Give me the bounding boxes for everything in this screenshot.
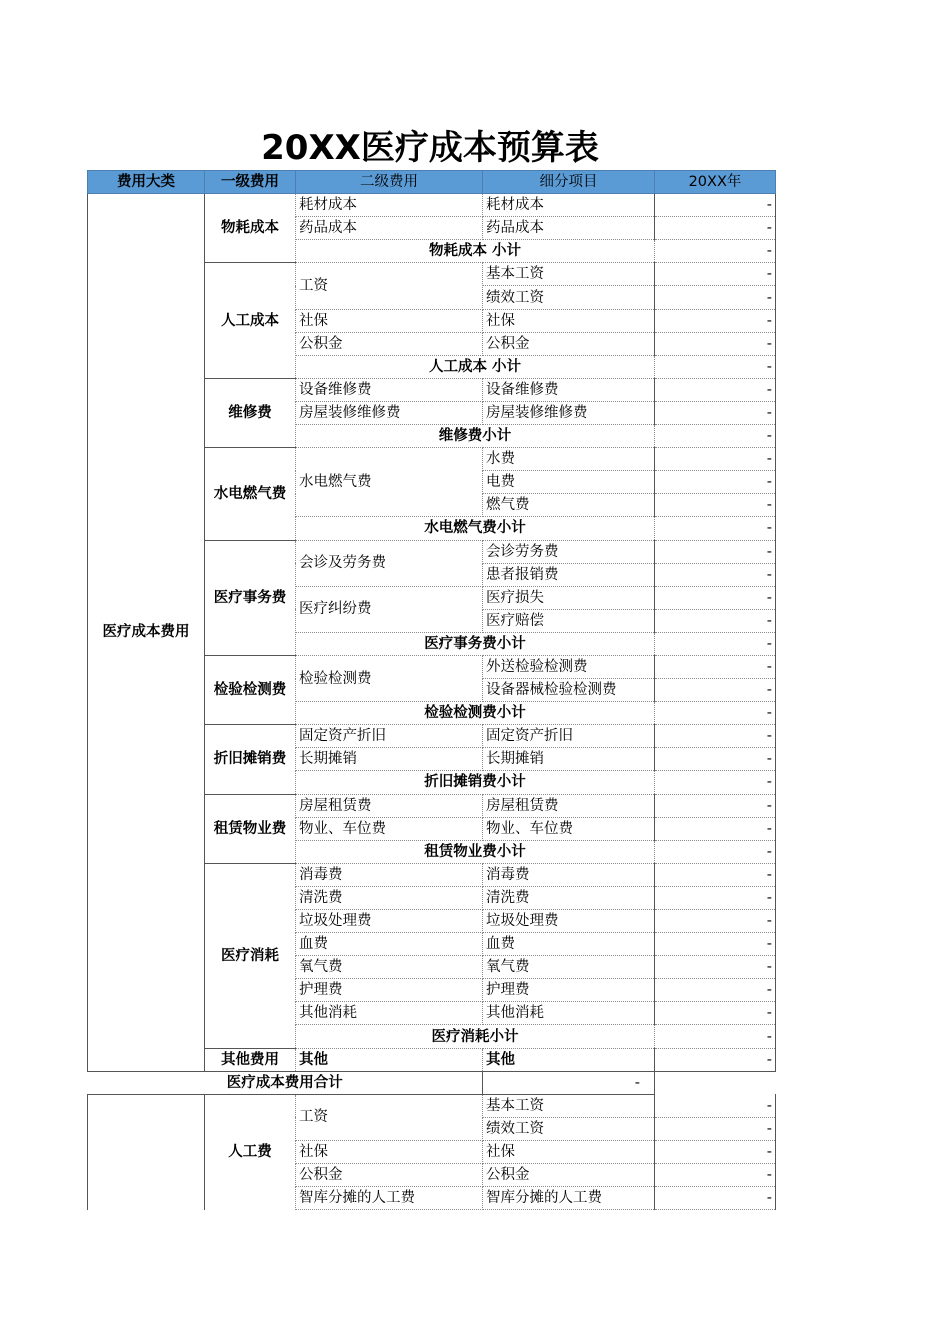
grand-total-label: 医疗成本费用合计 [88, 1071, 483, 1094]
item-cell: 房屋租赁费 [483, 794, 655, 817]
item-cell: 其他 [483, 1048, 655, 1071]
item-cell: 患者报销费 [483, 563, 655, 586]
value-cell[interactable]: - [655, 263, 776, 286]
level1-cell: 人工成本 [205, 263, 296, 378]
value-cell[interactable]: - [655, 586, 776, 609]
header-level2: 二级费用 [296, 171, 483, 194]
value-cell[interactable]: - [655, 886, 776, 909]
value-cell[interactable]: - [655, 748, 776, 771]
level1-cell: 水电燃气费 [205, 448, 296, 540]
value-cell[interactable]: - [655, 979, 776, 1002]
level1-cell: 人工费 [205, 1094, 296, 1209]
level2-cell: 长期摊销 [296, 748, 483, 771]
level2-cell: 工资 [296, 263, 483, 309]
level2-cell: 血费 [296, 933, 483, 956]
item-cell: 消毒费 [483, 863, 655, 886]
level2-cell: 社保 [296, 1140, 483, 1163]
level1-cell: 检验检测费 [205, 655, 296, 724]
value-cell[interactable]: - [655, 1094, 776, 1117]
value-cell[interactable]: - [655, 425, 776, 448]
level1-cell: 维修费 [205, 378, 296, 447]
value-cell[interactable]: - [655, 863, 776, 886]
level2-cell: 检验检测费 [296, 655, 483, 701]
value-cell[interactable]: - [655, 286, 776, 309]
level1-cell: 医疗消耗 [205, 863, 296, 1048]
level1-cell: 医疗事务费 [205, 540, 296, 655]
value-cell[interactable]: - [655, 1187, 776, 1210]
value-cell[interactable]: - [655, 794, 776, 817]
value-cell[interactable]: - [655, 448, 776, 471]
value-cell[interactable]: - [655, 1117, 776, 1140]
item-cell: 绩效工资 [483, 286, 655, 309]
value-cell[interactable]: - [655, 401, 776, 424]
item-cell: 医疗损失 [483, 586, 655, 609]
level2-cell: 社保 [296, 309, 483, 332]
level2-cell: 工资 [296, 1094, 483, 1140]
value-cell[interactable]: - [655, 494, 776, 517]
item-cell: 基本工资 [483, 1094, 655, 1117]
item-cell: 燃气费 [483, 494, 655, 517]
item-cell: 血费 [483, 933, 655, 956]
subtotal-label: 折旧摊销费小计 [296, 771, 655, 794]
item-cell: 基本工资 [483, 263, 655, 286]
subtotal-label: 租赁物业费小计 [296, 840, 655, 863]
header-level1: 一级费用 [205, 171, 296, 194]
category-cell: 医疗成本费用 [88, 194, 205, 1072]
level2-cell: 智库分摊的人工费 [296, 1187, 483, 1210]
item-cell: 医疗赔偿 [483, 609, 655, 632]
table-row [88, 1094, 776, 1117]
value-cell[interactable]: - [655, 609, 776, 632]
value-cell[interactable]: - [655, 517, 776, 540]
table-row [88, 194, 776, 217]
item-cell: 水费 [483, 448, 655, 471]
subtotal-label: 医疗事务费小计 [296, 632, 655, 655]
subtotal-label: 检验检测费小计 [296, 702, 655, 725]
item-cell: 长期摊销 [483, 748, 655, 771]
level2-cell: 耗材成本 [296, 194, 483, 217]
value-cell[interactable]: - [655, 471, 776, 494]
subtotal-label: 水电燃气费小计 [296, 517, 655, 540]
value-cell[interactable]: - [655, 725, 776, 748]
item-cell: 固定资产折旧 [483, 725, 655, 748]
level2-cell: 固定资产折旧 [296, 725, 483, 748]
level2-cell: 药品成本 [296, 217, 483, 240]
header-year: 20XX年 [655, 171, 776, 194]
value-cell[interactable]: - [655, 217, 776, 240]
value-cell[interactable]: - [655, 1048, 776, 1071]
item-cell: 公积金 [483, 332, 655, 355]
value-cell[interactable]: - [655, 332, 776, 355]
item-cell: 智库分摊的人工费 [483, 1187, 655, 1210]
budget-table [87, 170, 776, 1210]
value-cell[interactable]: - [655, 355, 776, 378]
page-title: 20XX医疗成本预算表 [261, 128, 599, 168]
item-cell: 物业、车位费 [483, 817, 655, 840]
level1-cell: 物耗成本 [205, 194, 296, 263]
level2-cell: 氧气费 [296, 956, 483, 979]
level1-cell: 其他费用 [205, 1048, 296, 1071]
subtotal-label: 人工成本 小计 [296, 355, 655, 378]
item-cell: 设备器械检验检测费 [483, 679, 655, 702]
level2-cell: 医疗纠纷费 [296, 586, 483, 632]
value-cell[interactable]: - [655, 910, 776, 933]
level1-cell: 租赁物业费 [205, 794, 296, 863]
value-cell[interactable]: - [655, 771, 776, 794]
item-cell: 外送检验检测费 [483, 655, 655, 678]
value-cell[interactable]: - [655, 1002, 776, 1025]
value-cell[interactable]: - [655, 679, 776, 702]
level2-cell: 垃圾处理费 [296, 910, 483, 933]
item-cell: 耗材成本 [483, 194, 655, 217]
level2-cell: 会诊及劳务费 [296, 540, 483, 586]
item-cell: 会诊劳务费 [483, 540, 655, 563]
level2-cell: 护理费 [296, 979, 483, 1002]
value-cell[interactable]: - [655, 933, 776, 956]
header-category: 费用大类 [88, 171, 205, 194]
value-cell[interactable]: - [655, 1025, 776, 1048]
item-cell: 垃圾处理费 [483, 910, 655, 933]
value-cell[interactable]: - [655, 817, 776, 840]
level2-cell: 房屋租赁费 [296, 794, 483, 817]
item-cell: 房屋装修维修费 [483, 401, 655, 424]
item-cell: 电费 [483, 471, 655, 494]
item-cell: 清洗费 [483, 886, 655, 909]
value-cell[interactable]: - [655, 840, 776, 863]
subtotal-label: 物耗成本 小计 [296, 240, 655, 263]
value-cell[interactable]: - [655, 956, 776, 979]
level1-cell: 折旧摊销费 [205, 725, 296, 794]
item-cell: 药品成本 [483, 217, 655, 240]
level2-cell: 其他 [296, 1048, 483, 1071]
header-row [88, 171, 776, 194]
level2-cell: 消毒费 [296, 863, 483, 886]
subtotal-label: 维修费小计 [296, 425, 655, 448]
level2-cell: 房屋装修维修费 [296, 401, 483, 424]
value-cell[interactable]: - [655, 1164, 776, 1187]
item-cell: 绩效工资 [483, 1117, 655, 1140]
level2-cell: 公积金 [296, 1164, 483, 1187]
grand-total-value[interactable]: - [483, 1071, 655, 1094]
level2-cell: 清洗费 [296, 886, 483, 909]
item-cell: 社保 [483, 1140, 655, 1163]
value-cell[interactable]: - [655, 655, 776, 678]
value-cell[interactable]: - [655, 240, 776, 263]
value-cell[interactable]: - [655, 563, 776, 586]
grand-total-row [88, 1071, 776, 1094]
item-cell: 其他消耗 [483, 1002, 655, 1025]
item-cell: 氧气费 [483, 956, 655, 979]
item-cell: 设备维修费 [483, 378, 655, 401]
category-cell-2 [88, 1094, 205, 1209]
level2-cell: 物业、车位费 [296, 817, 483, 840]
item-cell: 公积金 [483, 1164, 655, 1187]
level2-cell: 其他消耗 [296, 1002, 483, 1025]
item-cell: 社保 [483, 309, 655, 332]
level2-cell: 设备维修费 [296, 378, 483, 401]
level2-cell: 水电燃气费 [296, 448, 483, 517]
value-cell[interactable]: - [655, 1140, 776, 1163]
value-cell[interactable]: - [655, 378, 776, 401]
header-item: 细分项目 [483, 171, 655, 194]
subtotal-label: 医疗消耗小计 [296, 1025, 655, 1048]
level2-cell: 公积金 [296, 332, 483, 355]
value-cell[interactable]: - [655, 309, 776, 332]
item-cell: 护理费 [483, 979, 655, 1002]
value-cell[interactable]: - [655, 702, 776, 725]
value-cell[interactable]: - [655, 632, 776, 655]
value-cell[interactable]: - [655, 540, 776, 563]
value-cell[interactable]: - [655, 194, 776, 217]
